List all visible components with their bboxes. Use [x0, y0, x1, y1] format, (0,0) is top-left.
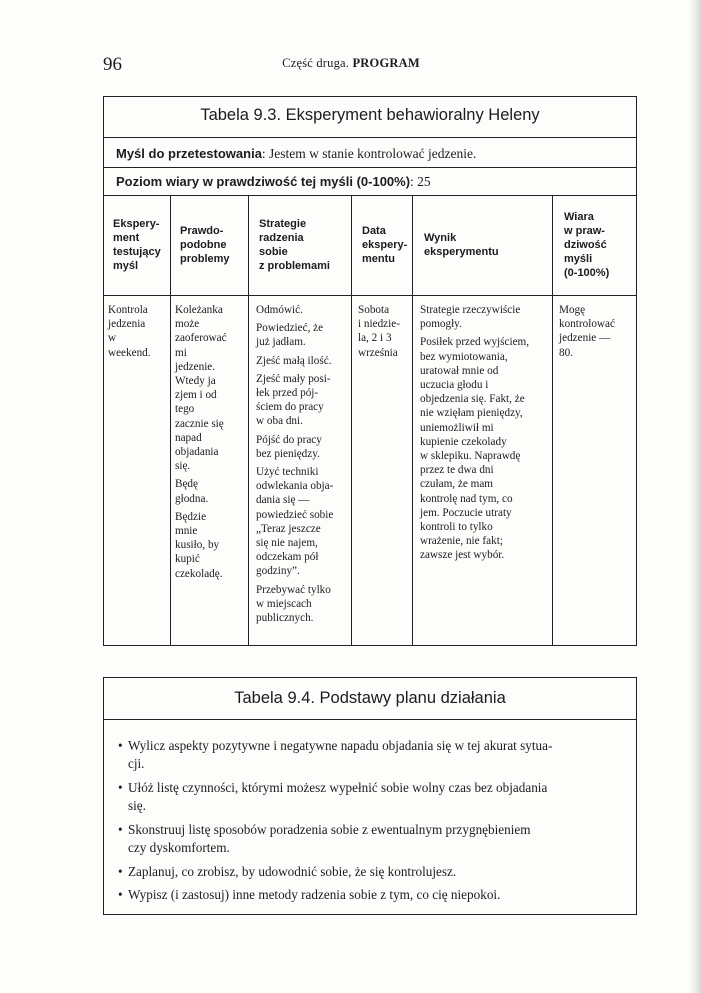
header-line: dziwość — [564, 239, 607, 251]
table-9-3-title: Tabela 9.3. Eksperyment behawioralny Heleny — [200, 106, 540, 124]
cell-line: Mogę — [559, 304, 586, 316]
cell-line: bez pieniędzy. — [256, 447, 320, 460]
header-line: radzenia — [259, 232, 304, 244]
list-item-continuation: się. — [128, 798, 146, 813]
cell-line: Użyć techniki — [256, 466, 319, 479]
cell-line: Odmówić. — [256, 304, 303, 316]
cell-line: Koleżanka — [175, 304, 223, 316]
header-line: z problemami — [259, 260, 330, 272]
header-line: ekspery- — [362, 239, 408, 251]
header-line: sobie — [259, 246, 288, 258]
cell-belief — [559, 303, 633, 360]
cell-line: w oba dni. — [256, 415, 303, 428]
header-line: eksperymentu — [424, 246, 499, 258]
thought-row — [116, 146, 476, 162]
list-item — [118, 779, 624, 815]
cell-line: objedzenia się. Fakt, że — [420, 393, 525, 406]
cell-line: kusiło, by — [175, 539, 220, 552]
cell-line: uczucia głodu i — [420, 379, 489, 392]
cell-line: Będzie — [175, 510, 207, 523]
list-item-continuation: cji. — [128, 756, 145, 771]
cell-line: czekoladę. — [175, 567, 223, 580]
bullet-icon: • — [118, 738, 123, 753]
column-divider — [248, 195, 249, 645]
cell-line: zawsze jest wybór. — [420, 549, 505, 562]
column-divider — [552, 195, 553, 645]
cell-line: Sobota — [358, 304, 390, 316]
cell-line: „Teraz jeszcze — [256, 522, 321, 535]
header-date — [362, 196, 412, 294]
page-number: 96 — [103, 54, 122, 75]
cell-line: weekend. — [108, 346, 151, 359]
running-head-part: Część druga. — [282, 56, 350, 70]
belief-label: Poziom wiary w prawdziwość tej myśli (0-100%) — [116, 174, 411, 189]
list-item-text: Wylicz aspekty pozytywne i negatywne napadu objadania się w tej akurat sytua- — [128, 738, 553, 753]
cell-line: kontroli to tylko — [420, 521, 493, 534]
header-line: Wiara — [564, 211, 594, 223]
divider — [104, 719, 636, 720]
list-item-text: Ułóż listę czynności, którymi możesz wypełnić sobie wolny czas bez objadania — [128, 780, 548, 795]
cell-line: Przebywać tylko — [256, 583, 331, 596]
cell-line: Kontrola — [108, 304, 148, 316]
cell-line: się nie najem, — [256, 537, 318, 550]
cell-line: objadania — [175, 446, 219, 459]
list-item-text: Skonstruuj listę sposobów poradzenia sobie z ewentualnym przygnębieniem — [128, 822, 531, 837]
header-line: mentu — [362, 253, 395, 265]
cell-line: czułam, że mam — [420, 478, 493, 491]
cell-line: jedzenia — [108, 318, 146, 331]
header-line: myśl — [113, 260, 139, 272]
cell-line: w — [108, 332, 117, 345]
cell-line: kupić — [175, 553, 200, 566]
cell-line: Strategie rzeczywiście — [420, 304, 521, 316]
column-divider — [412, 195, 413, 645]
cell-line: bez wymiotowania, — [420, 350, 508, 363]
cell-line: mnie — [175, 525, 198, 538]
cell-line: łek przed pój- — [256, 387, 319, 400]
cell-line: w sklepiku. Naprawdę — [420, 450, 521, 463]
page-edge-shadow — [688, 0, 702, 993]
header-line: w praw- — [564, 225, 605, 237]
column-divider — [170, 195, 171, 645]
header-line: Wynik — [424, 232, 457, 244]
cell-line: już jadłam. — [256, 336, 306, 349]
running-head-program: PROGRAM — [352, 56, 420, 70]
cell-line: jedzenie. — [175, 360, 216, 373]
cell-line: tego — [175, 403, 195, 416]
cell-line: dania się — — [256, 494, 310, 507]
cell-line: jem. Poczucie utraty — [420, 506, 512, 519]
cell-line: Zjeść małą ilość. — [256, 354, 332, 367]
running-head — [0, 56, 702, 71]
table-9-4-title: Tabela 9.4. Podstawy planu działania — [234, 689, 506, 707]
header-line: Ekspery- — [113, 218, 160, 230]
cell-line: odczekam pół — [256, 551, 319, 564]
list-item-continuation: czy dyskomfortem. — [128, 840, 230, 855]
cell-line: kontrolę nad tym, co — [420, 492, 513, 505]
cell-line: zaoferować — [175, 332, 227, 345]
header-line: ment — [113, 232, 140, 244]
list-item-text: Wypisz (i zastosuj) inne metody radzenia sobie z tym, co cię niepokoi. — [128, 887, 501, 902]
bullet-icon: • — [118, 864, 123, 879]
divider — [104, 167, 636, 168]
header-line: testujący — [113, 246, 161, 258]
cell-line: nie wzięłam pieniędzy, — [420, 407, 523, 420]
thought-label: Myśl do przetestowania — [116, 146, 262, 161]
thought-value: : Jestem w stanie kontrolować jedzenie. — [261, 146, 477, 161]
table-9-4 — [103, 677, 637, 915]
cell-line: powiedzieć sobie — [256, 508, 334, 521]
cell-date — [358, 303, 412, 360]
header-line: problemy — [180, 253, 230, 265]
divider — [104, 137, 636, 138]
cell-line: przez te dwa dni — [420, 464, 494, 477]
bullet-icon: • — [118, 887, 123, 902]
cell-line: Pójść do pracy — [256, 433, 322, 446]
header-strategies — [259, 196, 349, 294]
cell-line: września — [358, 346, 398, 359]
cell-line: odwlekania obja- — [256, 480, 334, 493]
cell-line: uniemożliwił mi — [420, 421, 494, 434]
cell-line: napad — [175, 431, 202, 444]
header-line: Data — [362, 225, 386, 237]
cell-line: godziny”. — [256, 565, 300, 578]
cell-result — [420, 303, 552, 563]
list-item — [118, 737, 624, 773]
bullet-icon: • — [118, 780, 123, 795]
cell-line: jedzenie — — [559, 332, 611, 345]
cell-line: kupienie czekolady — [420, 435, 507, 448]
cell-line: ściem do pracy — [256, 401, 324, 414]
cell-problems — [175, 303, 247, 581]
cell-line: kontrolować — [559, 318, 615, 331]
cell-line: Zjeść mały posi- — [256, 372, 331, 385]
cell-line: Posiłek przed wyjściem, — [420, 336, 530, 349]
cell-line: głodna. — [175, 492, 209, 505]
table-9-3 — [103, 96, 637, 646]
list-item — [118, 821, 624, 857]
cell-line: la, 2 i 3 — [358, 332, 392, 345]
belief-value: : 25 — [410, 174, 431, 189]
cell-line: Wtedy ja — [175, 375, 216, 388]
cell-line: wrażenie, nie fakt; — [420, 535, 503, 548]
cell-line: zacznie się — [175, 417, 224, 430]
cell-line: i niedzie- — [358, 318, 400, 331]
cell-experiment — [108, 303, 168, 360]
belief-row — [116, 174, 431, 190]
header-line: Strategie — [259, 218, 307, 230]
cell-line: publicznych. — [256, 612, 314, 625]
cell-line: Będę — [175, 478, 198, 491]
cell-line: może — [175, 318, 200, 331]
bullet-icon: • — [118, 822, 123, 837]
header-line: myśli — [564, 253, 593, 265]
list-item — [118, 886, 624, 904]
header-problems — [180, 196, 248, 294]
cell-line: w miejscach — [256, 597, 312, 610]
header-line: Prawdo- — [180, 225, 224, 237]
header-result — [424, 196, 550, 294]
cell-line: pomogły. — [420, 318, 462, 331]
cell-line: mi — [175, 346, 187, 359]
header-line: podobne — [180, 239, 227, 251]
cell-line: Powiedzieć, że — [256, 322, 324, 335]
list-item — [118, 863, 624, 881]
list-item-text: Zaplanuj, co zrobisz, by udowodnić sobie, że się kontrolujesz. — [128, 864, 457, 879]
cell-line: 80. — [559, 346, 573, 359]
cell-line: zjem i od — [175, 389, 217, 402]
column-divider — [351, 195, 352, 645]
header-divider — [104, 295, 636, 296]
header-experiment — [113, 196, 169, 294]
header-belief — [564, 196, 634, 294]
cell-line: uratował mnie od — [420, 364, 499, 377]
cell-strategies — [256, 303, 350, 625]
cell-line: się. — [175, 460, 191, 473]
header-line: (0-100%) — [564, 267, 610, 279]
